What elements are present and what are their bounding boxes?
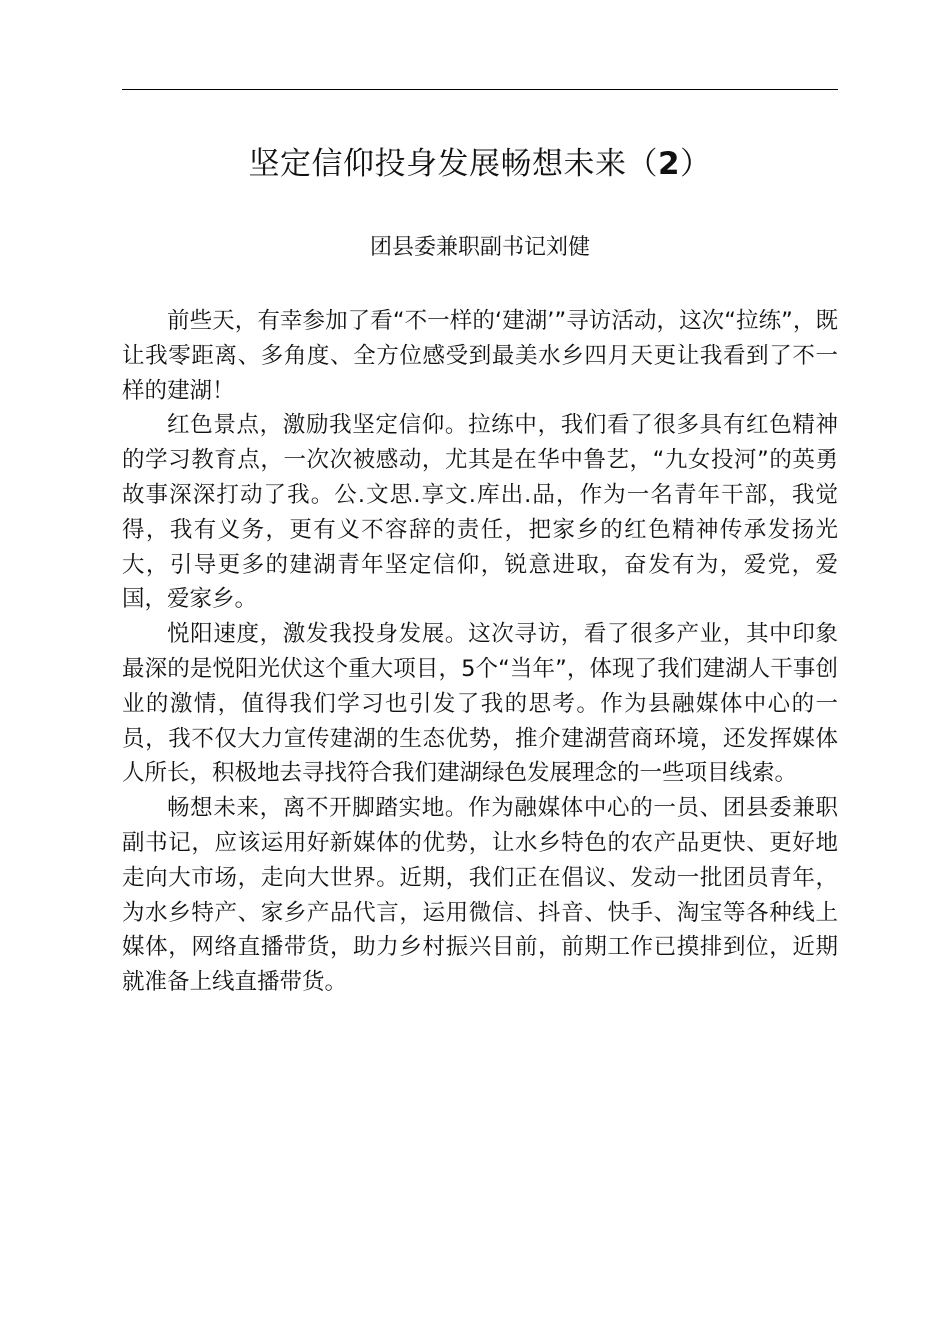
title-text: 坚定信仰投身发展畅想未来（ bbox=[248, 146, 658, 182]
title-number: 2 bbox=[657, 146, 681, 182]
author-line: 团县委兼职副书记刘健 bbox=[369, 235, 590, 260]
document-title bbox=[122, 142, 838, 186]
header-rule bbox=[122, 89, 838, 90]
paragraph: 前些天，有幸参加了看“不一样的‘建湖’”寻访活动，这次“拉练”，既让我零距离、多角度、全方位感受到最美水乡四月天更让我看到了不一样的建湖！ bbox=[122, 308, 838, 404]
paragraph: 红色景点，激励我坚定信仰。拉练中，我们看了很多具有红色精神的学习教育点，一次次被感动，尤其是在华中鲁艺，“九女投河”的英勇故事深深打动了我。公.文思.享文.库出.品，作为一名青年干部，我觉得，我有义务，更有义不容辞的责任，把家乡的红色精神传承发扬光大，引导更多的建湖青年坚定信仰，锐意进取，奋发有为，爱党，爱国，爱家乡。 bbox=[122, 412, 838, 613]
title-close: ） bbox=[680, 146, 712, 182]
paragraph: 悦阳速度，激发我投身发展。这次寻访，看了很多产业，其中印象最深的是悦阳光伏这个重大项目，5个“当年”，体现了我们建湖人干事创业的激情，值得我们学习也引发了我的思考。作为县融媒体中心的一员，我不仅大力宣传建湖的生态优势，推介建湖营商环境，还发挥媒体人所长，积极地去寻找符合我们建湖绿色发展理念的一些项目线索。 bbox=[122, 621, 838, 787]
document-body bbox=[122, 304, 838, 1000]
paragraph: 畅想未来，离不开脚踏实地。作为融媒体中心的一员、团县委兼职副书记，应该运用好新媒体的优势，让水乡特色的农产品更快、更好地走向大市场，走向大世界。近期，我们正在倡议、发动一批团员青年，为水乡特产、家乡产品代言，运用微信、抖音、快手、淘宝等各种线上媒体，网络直播带货，助力乡村振兴目前，前期工作已摸排到位，近期就准备上线直播带货。 bbox=[122, 795, 838, 996]
